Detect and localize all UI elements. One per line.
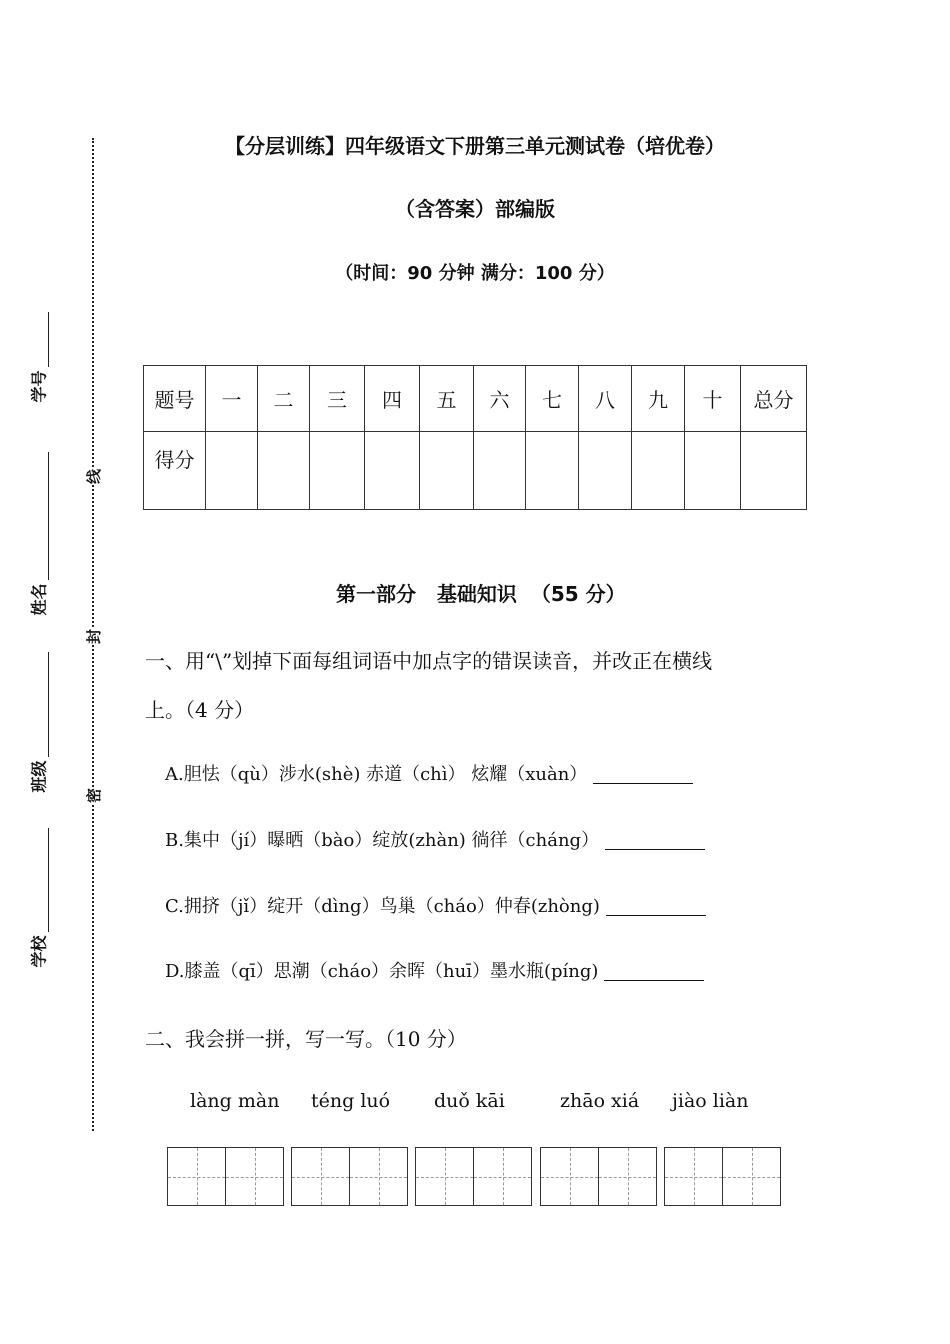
grid-cell[interactable] <box>664 1147 723 1206</box>
score-cell[interactable] <box>365 432 420 510</box>
q2-text: 二、我会拼一拼，写一写。（10 分） <box>145 1027 467 1051</box>
class-label: 班级 <box>29 760 49 793</box>
name-blank[interactable] <box>48 452 49 580</box>
answer-blank[interactable] <box>593 782 693 784</box>
student-id-blank[interactable] <box>48 312 49 367</box>
q1-option-b <box>165 826 705 852</box>
column-header: 十 <box>685 366 741 432</box>
part1-heading: 第一部分 基础知识 （55 分） <box>336 582 626 606</box>
score-cell[interactable] <box>632 432 685 510</box>
pinyin-word: jiào liàn <box>672 1090 749 1112</box>
school-label: 学校 <box>29 935 49 968</box>
score-table-score-row <box>144 432 807 510</box>
writing-grid-1[interactable] <box>167 1147 283 1206</box>
grid-cell[interactable] <box>291 1147 350 1206</box>
grid-cell[interactable] <box>540 1147 599 1206</box>
pinyin-word: téng luó <box>311 1090 391 1112</box>
q1-text-line1: 一、用“\”划掉下面每组词语中加点字的错误读音，并改正在横线 <box>145 649 713 673</box>
answer-blank[interactable] <box>606 914 706 916</box>
option-text: B.集中（jí）曝晒（bào）绽放(zhàn) 徜徉（cháng） <box>165 830 600 851</box>
column-header: 九 <box>632 366 685 432</box>
class-blank[interactable] <box>48 652 49 757</box>
writing-grid-5[interactable] <box>664 1147 780 1206</box>
grid-cell[interactable] <box>473 1147 532 1206</box>
score-cell[interactable] <box>474 432 526 510</box>
score-cell[interactable] <box>310 432 365 510</box>
writing-grid-2[interactable] <box>291 1147 407 1206</box>
answer-blank[interactable] <box>604 979 704 981</box>
column-header: 三 <box>310 366 365 432</box>
column-header: 六 <box>474 366 526 432</box>
page-subtitle: （含答案）部编版 <box>395 197 555 221</box>
grid-cell[interactable] <box>349 1147 408 1206</box>
score-cell[interactable] <box>206 432 258 510</box>
score-table-header-row <box>144 366 807 432</box>
column-header: 一 <box>206 366 258 432</box>
score-label-cell: 得分 <box>144 432 206 510</box>
pinyin-word: duǒ kāi <box>434 1090 505 1112</box>
seal-feng-char: 封 <box>81 629 106 644</box>
q1-option-c <box>165 892 706 918</box>
score-cell[interactable] <box>258 432 310 510</box>
column-header: 二 <box>258 366 310 432</box>
score-cell[interactable] <box>685 432 741 510</box>
q1-option-a <box>165 760 693 786</box>
option-text: D.膝盖（qī）思潮（cháo）余晖（huī）墨水瓶(píng) <box>165 961 599 982</box>
writing-grid-4[interactable] <box>540 1147 656 1206</box>
score-cell[interactable] <box>526 432 579 510</box>
column-header: 八 <box>579 366 632 432</box>
score-cell[interactable] <box>741 432 807 510</box>
column-header: 总分 <box>741 366 807 432</box>
column-header: 四 <box>365 366 420 432</box>
pinyin-word: zhāo xiá <box>560 1090 640 1112</box>
header-label-cell: 题号 <box>144 366 206 432</box>
option-text: C.拥挤（jǐ）绽开（dìng）鸟巢（cháo）仲春(zhòng) <box>165 896 600 917</box>
seal-mi-char: 密 <box>81 788 106 803</box>
time-info: （时间：90 分钟 满分：100 分） <box>335 263 615 284</box>
school-blank[interactable] <box>48 828 49 932</box>
column-header: 七 <box>526 366 579 432</box>
pinyin-word: làng màn <box>190 1090 280 1112</box>
score-cell[interactable] <box>420 432 474 510</box>
option-text: A.胆怯（qù）涉水(shè) 赤道（chì） 炫耀（xuàn） <box>165 764 588 785</box>
score-cell[interactable] <box>579 432 632 510</box>
writing-grid-3[interactable] <box>415 1147 531 1206</box>
answer-blank[interactable] <box>605 848 705 850</box>
grid-cell[interactable] <box>415 1147 474 1206</box>
name-label: 姓名 <box>29 583 49 616</box>
grid-cell[interactable] <box>167 1147 226 1206</box>
score-table <box>143 365 807 510</box>
q1-text-line2: 上。（4 分） <box>145 698 255 722</box>
grid-cell[interactable] <box>225 1147 284 1206</box>
q1-option-d <box>165 957 704 983</box>
seal-line-char: 线 <box>81 469 106 484</box>
grid-cell[interactable] <box>598 1147 657 1206</box>
grid-cell[interactable] <box>722 1147 781 1206</box>
page-title: 【分层训练】四年级语文下册第三单元测试卷（培优卷） <box>225 134 725 158</box>
column-header: 五 <box>420 366 474 432</box>
student-id-label: 学号 <box>29 370 49 403</box>
